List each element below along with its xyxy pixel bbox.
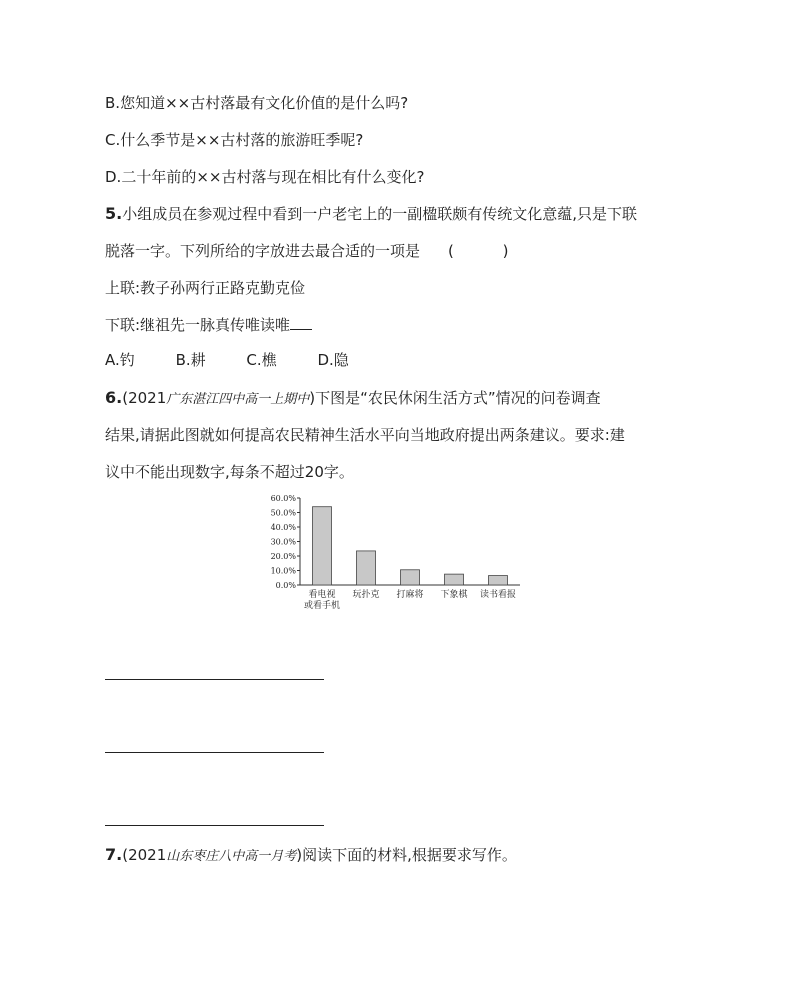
y-tick-label: 0.0% bbox=[275, 581, 296, 590]
q5-line2 bbox=[105, 241, 531, 261]
option-b bbox=[105, 93, 408, 113]
answer-line[interactable] bbox=[105, 679, 324, 680]
y-tick-label: 30.0% bbox=[270, 537, 296, 547]
bar bbox=[401, 570, 420, 585]
couplet-upper-text: 上联:教子孙两行正路克勤克俭 bbox=[105, 279, 306, 297]
q5-text-1: 小组成员在参观过程中看到一户老宅上的一副楹联颇有传统文化意蕴,只是下联 bbox=[122, 205, 637, 223]
q6-text-3: 议中不能出现数字,每条不超过20字。 bbox=[105, 463, 354, 481]
y-tick-label: 40.0% bbox=[270, 523, 296, 532]
q5-text-2: 脱落一字。下列所给的字放进去最合适的一项是 bbox=[105, 242, 421, 260]
couplet-upper bbox=[105, 278, 305, 298]
q6-line2 bbox=[105, 425, 625, 445]
couplet-lower bbox=[105, 315, 312, 335]
couplet-lower-text: 下联:继祖先一脉真传唯读唯 bbox=[105, 316, 291, 334]
q6-text-1: 下图是“农民休闲生活方式”情况的问卷调查 bbox=[315, 389, 601, 407]
q7-close: ) bbox=[296, 846, 303, 864]
option-b: B.耕 bbox=[175, 351, 206, 369]
x-tick-label: 看电视 bbox=[308, 590, 336, 600]
option-text: 什么季节是××古村落的旅游旺季呢? bbox=[120, 131, 364, 149]
q7-year: (2021 bbox=[122, 846, 167, 864]
answer-paren: ( ) bbox=[448, 242, 531, 260]
option-label: B. bbox=[105, 94, 121, 112]
y-tick-label: 20.0% bbox=[270, 552, 296, 561]
y-tick-label: 50.0% bbox=[270, 508, 296, 518]
option-label: C. bbox=[105, 131, 121, 149]
option-text: 二十年前的××古村落与现在相比有什么变化? bbox=[121, 168, 425, 186]
question-number: 7. bbox=[105, 845, 123, 864]
answer-line[interactable] bbox=[105, 825, 324, 826]
y-tick-label: 60.0% bbox=[270, 494, 296, 503]
q7-line bbox=[105, 845, 517, 867]
question-number: 6. bbox=[105, 388, 123, 407]
q5-line1 bbox=[105, 204, 637, 224]
option-text: 您知道××古村落最有文化价值的是什么吗? bbox=[120, 94, 409, 112]
option-d: D.隐 bbox=[317, 351, 349, 369]
q6-year: (2021 bbox=[122, 389, 167, 407]
y-tick-label: 10.0% bbox=[270, 566, 296, 576]
q6-source: 广东湛江四中高一上期中 bbox=[166, 392, 310, 407]
x-tick-label: 或看手机 bbox=[303, 601, 341, 611]
q6-line1 bbox=[105, 388, 601, 410]
q7-source: 山东枣庄八中高一月考 bbox=[166, 849, 297, 864]
option-c: C.樵 bbox=[246, 351, 277, 369]
x-tick-label: 下象棋 bbox=[440, 590, 468, 600]
bar-chart bbox=[265, 488, 535, 618]
option-d bbox=[105, 167, 424, 187]
option-a: A.钓 bbox=[105, 351, 135, 369]
option-c bbox=[105, 130, 363, 150]
question-number: 5. bbox=[105, 204, 123, 223]
bar bbox=[357, 551, 376, 585]
option-label: D. bbox=[105, 168, 122, 186]
x-tick-label: 打麻将 bbox=[396, 590, 424, 600]
bar bbox=[313, 507, 332, 585]
q7-text: 阅读下面的材料,根据要求写作。 bbox=[302, 846, 517, 864]
q6-text-2: 结果,请据此图就如何提高农民精神生活水平向当地政府提出两条建议。要求:建 bbox=[105, 426, 625, 444]
bar bbox=[445, 574, 464, 585]
bar bbox=[489, 576, 508, 585]
answer-line[interactable] bbox=[105, 752, 324, 753]
q5-options bbox=[105, 350, 385, 370]
fill-blank bbox=[290, 315, 312, 330]
q6-line3 bbox=[105, 462, 354, 482]
x-tick-label: 玩扑克 bbox=[352, 590, 380, 600]
x-tick-label: 读书看报 bbox=[479, 590, 517, 600]
q6-close: ) bbox=[309, 389, 316, 407]
